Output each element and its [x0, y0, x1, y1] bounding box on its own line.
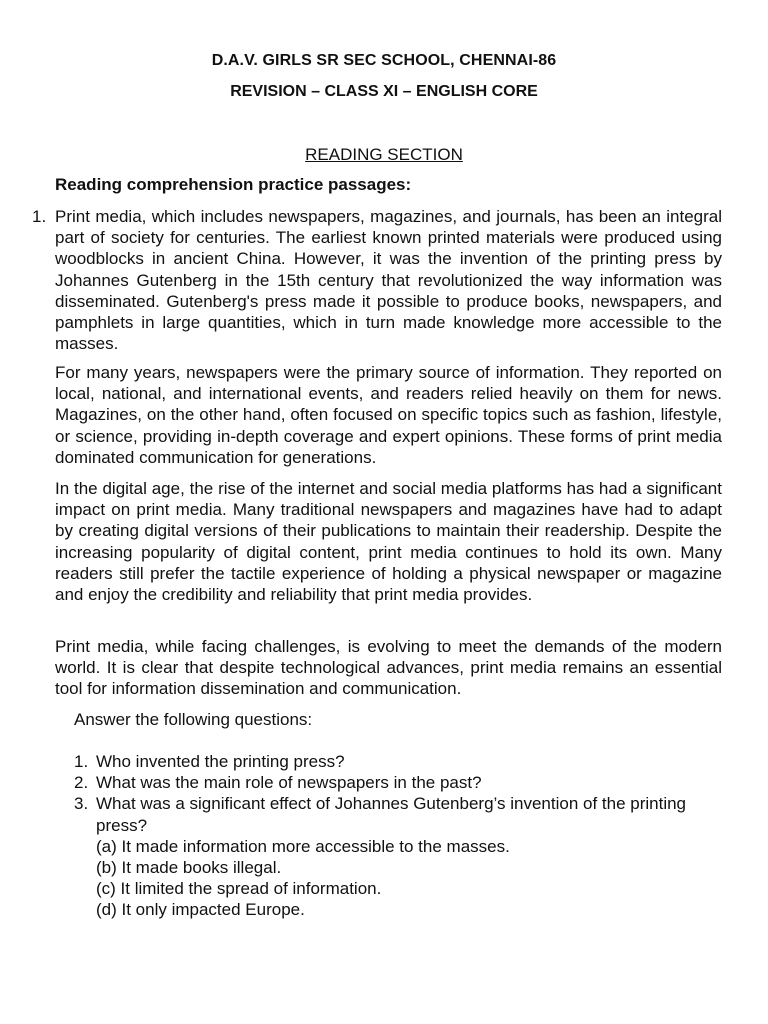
question-item	[74, 751, 724, 772]
questions-intro: Answer the following questions:	[74, 710, 313, 729]
passage-paragraph-3: In the digital age, the rise of the internet and social media platforms has had a significant impact on print media. Many traditional newspapers and magazines have had to adapt by creating digital versions of their publications to maintain their readership. Despite the increasing popularity of digital content, print media continues to hold its own. Many readers still prefer the tactile experience of holding a physical newspaper or magazine and enjoy the credibility and reliability that print media provides.	[55, 479, 722, 605]
question-item	[74, 793, 724, 920]
questions-list	[74, 751, 724, 921]
question-number: 1.	[74, 752, 89, 771]
option-b: (b) It made books illegal.	[96, 858, 282, 878]
answer-options	[96, 836, 724, 921]
question-text: Who invented the printing press?	[96, 752, 345, 771]
question-body	[96, 793, 724, 920]
revision-title: REVISION – CLASS XI – ENGLISH CORE	[230, 83, 538, 100]
passage-number: 1.	[32, 207, 47, 226]
school-name: D.A.V. GIRLS SR SEC SCHOOL, CHENNAI-86	[211, 52, 557, 69]
question-text: What was a significant effect of Johannes Gutenberg’s invention of the printing press?	[96, 794, 687, 835]
passage-paragraph-4: Print media, while facing challenges, is evolving to meet the demands of the modern world. It is clear that despite technological advances, print media remains an essential tool for information dissemination and communication.	[55, 637, 722, 699]
option-a: (a) It made information more accessible to the masses.	[96, 836, 510, 856]
question-text: What was the main role of newspapers in the past?	[96, 773, 482, 793]
subheading: Reading comprehension practice passages:	[55, 175, 412, 194]
option-d: (d) It only impacted Europe.	[96, 900, 305, 920]
section-title: READING SECTION	[305, 145, 463, 164]
question-number: 3.	[74, 794, 89, 814]
option-c: (c) It limited the spread of information.	[96, 879, 382, 899]
passage-paragraph-1: Print media, which includes newspapers, magazines, and journals, has been an integral part of society for centuries. The earliest known printed materials were produced using woodblocks in ancient China. However, it was the invention of the printing press by Johannes Gutenberg in the 15th century that revolutionized the way information was disseminated. Gutenberg's press made it possible to produce books, newspapers, and pamphlets in large quantities, which in turn made knowledge more accessible to the masses.	[55, 207, 722, 354]
question-item	[74, 772, 724, 793]
question-number: 2.	[74, 773, 89, 793]
passage-paragraph-2: For many years, newspapers were the primary source of information. They reported on local, national, and international events, and readers relied heavily on them for news. Magazines, on the other hand, often focused on specific topics such as fashion, lifestyle, or science, providing in-depth coverage and expert opinions. These forms of print media dominated communication for generations.	[55, 363, 722, 467]
